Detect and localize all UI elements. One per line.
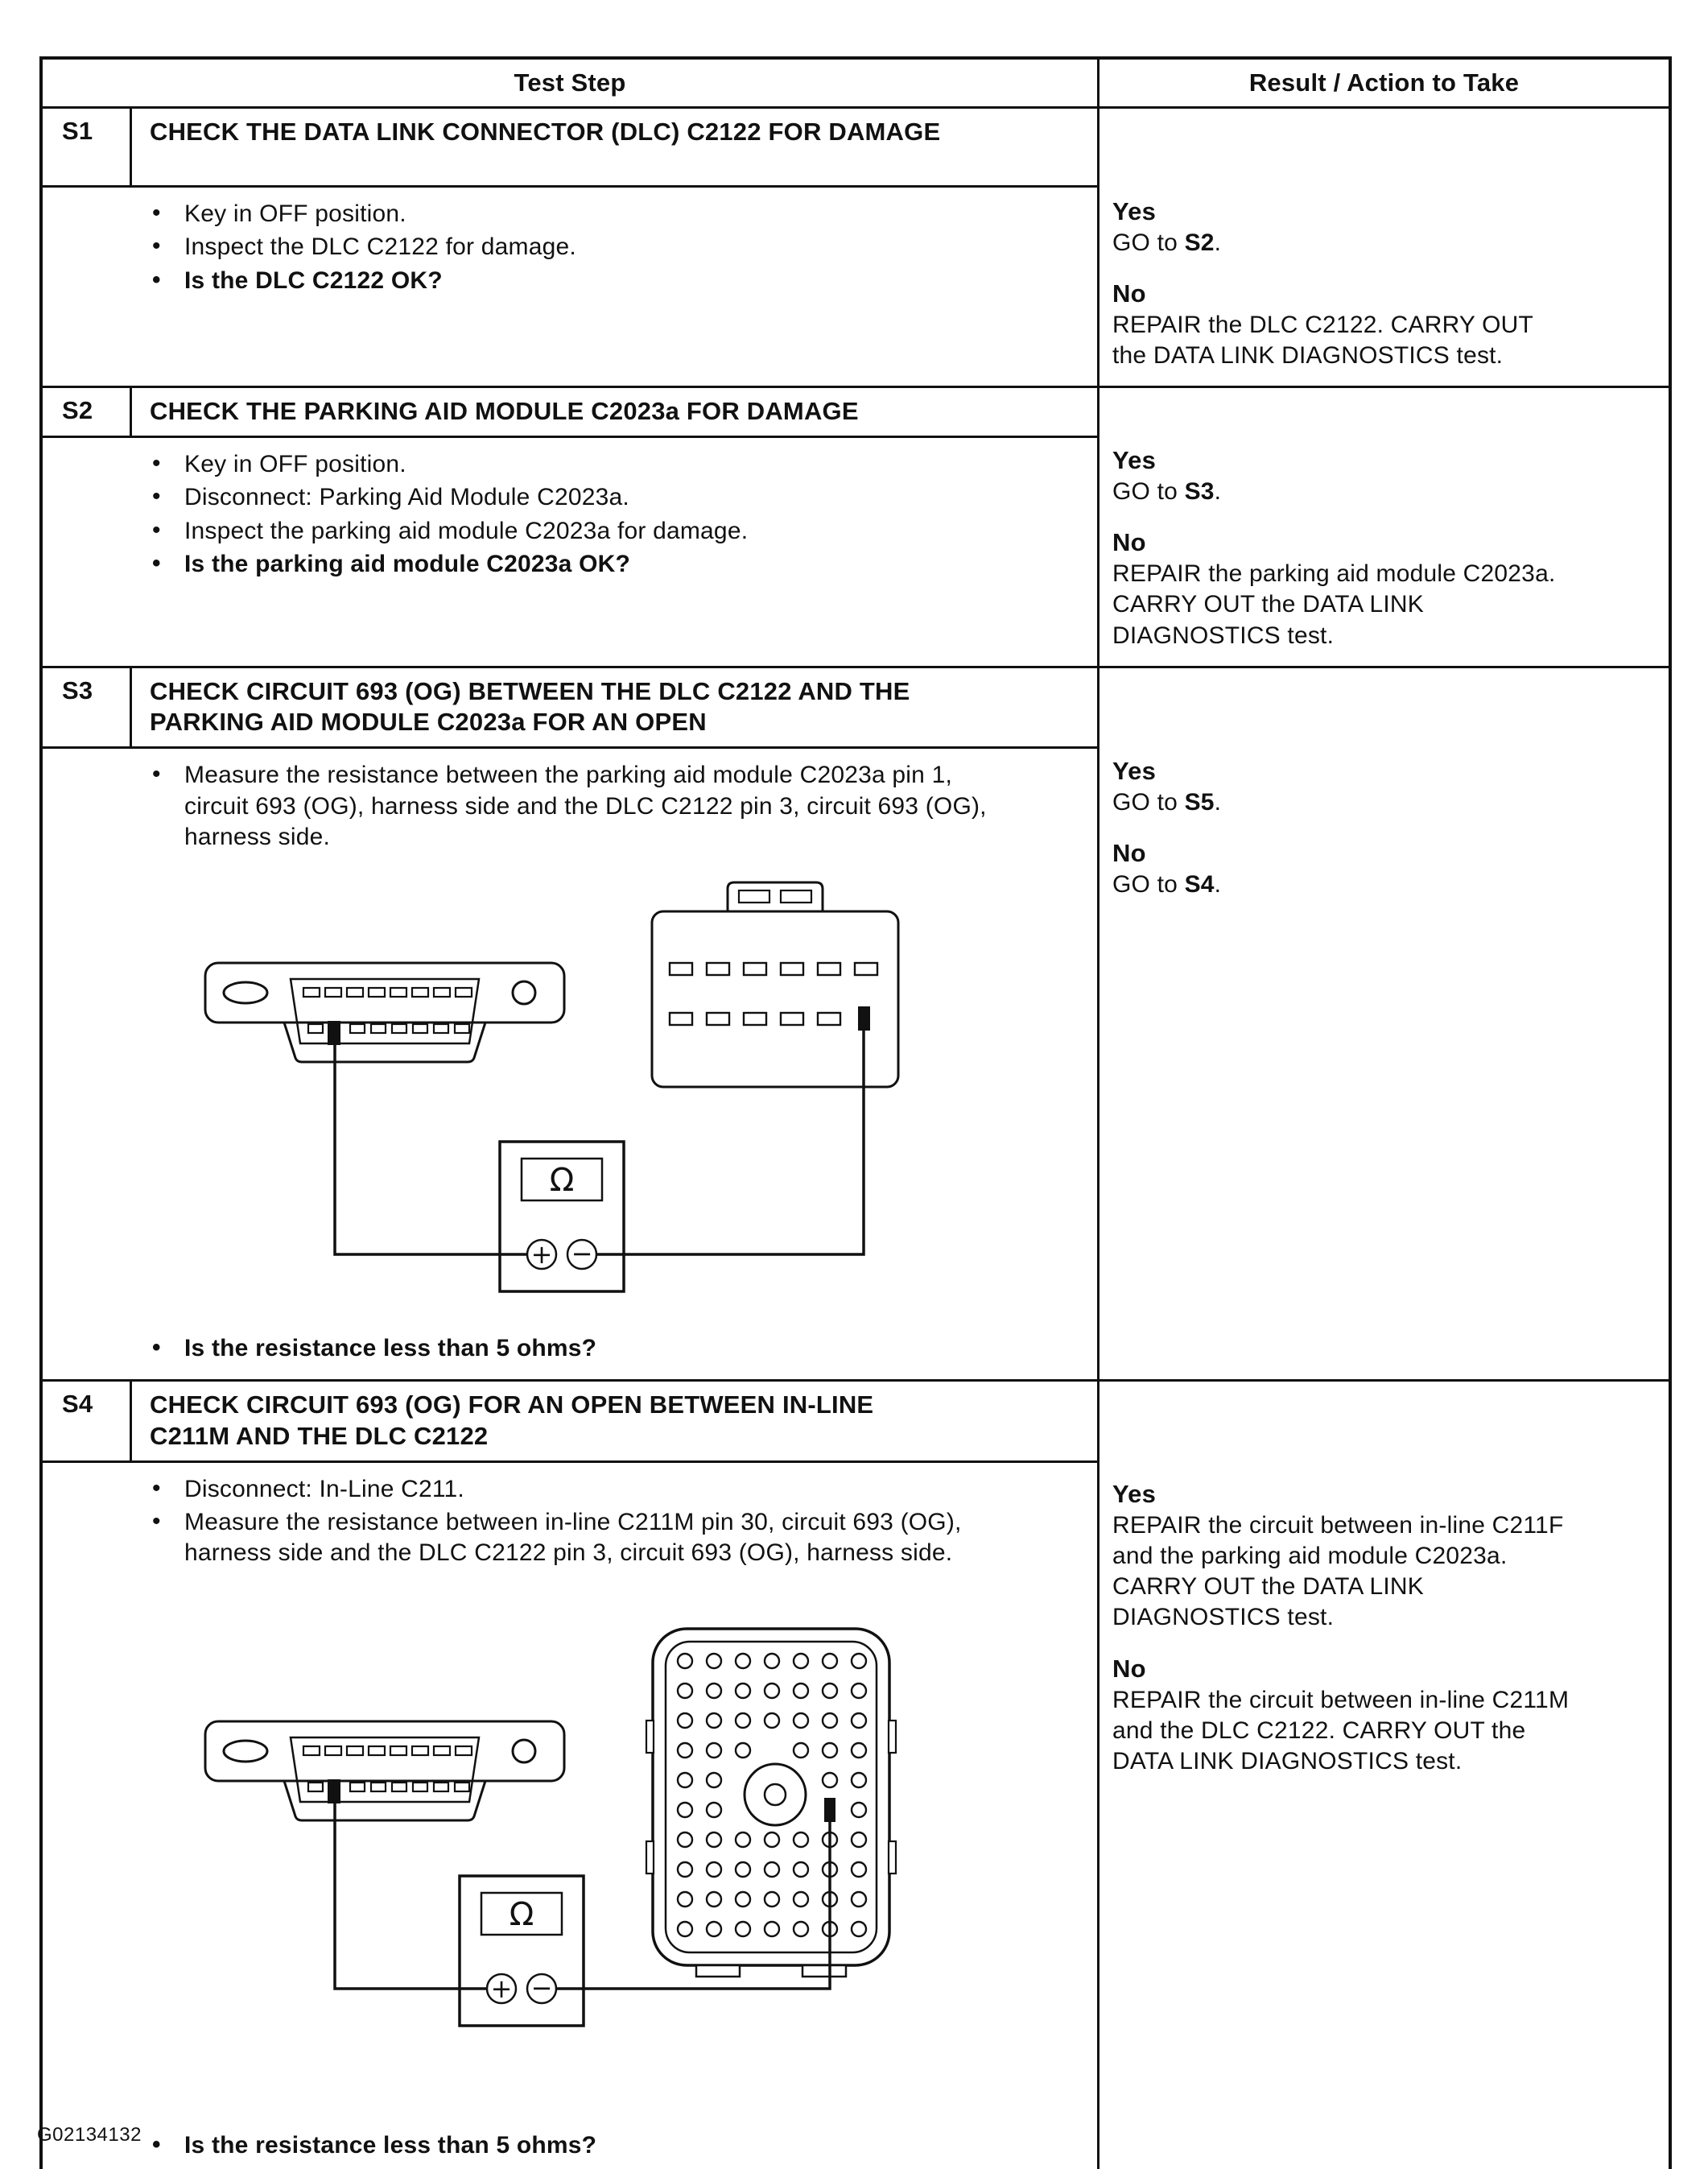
table-header-row [43, 60, 1669, 106]
instruction-text: Disconnect: Parking Aid Module C2023a. [184, 484, 629, 511]
result-action-line: and the parking aid module C2023a. [1112, 1543, 1508, 1570]
instruction-text: Disconnect: In-Line C211. [184, 1475, 464, 1502]
parking-aid-module-connector-diagram [652, 882, 898, 1087]
instruction-bullet [43, 482, 992, 513]
step-result-actions [1099, 1382, 1669, 2169]
instruction-bullet [43, 199, 992, 229]
instruction-text: Is the DLC C2122 OK? [184, 266, 443, 294]
step-title: CHECK CIRCUIT 693 (OG) FOR AN OPEN BETWEEN IN-LINE C211M AND THE DLC C2122 [150, 1390, 874, 1450]
step-title: CHECK THE PARKING AID MODULE C2023a FOR DAMAGE [150, 397, 859, 426]
question-text: Is the resistance less than 5 ohms? [184, 2132, 597, 2159]
pinpoint-test-table [39, 56, 1672, 2169]
result-branch [1112, 446, 1657, 507]
result-action-line: and the DLC C2122. CARRY OUT the [1112, 1717, 1526, 1744]
step-result-actions [1099, 109, 1669, 386]
column-header-result-action: Result / Action to Take [1248, 68, 1520, 97]
test-step-s3 [43, 666, 1669, 1380]
question-text: Is the resistance less than 5 ohms? [184, 1334, 597, 1361]
test-step-s4 [43, 1379, 1669, 2169]
ohmmeter-icon [460, 1876, 584, 2026]
figure-id: G02134132 [37, 2124, 142, 2146]
result-action-line: CARRY OUT the DATA LINK [1112, 1573, 1424, 1601]
instruction-text: Inspect the DLC C2122 for damage. [184, 233, 576, 261]
step-result-actions [1099, 668, 1669, 1380]
ohmmeter-icon [500, 1142, 624, 1291]
result-branch-label: No [1112, 1654, 1146, 1683]
step-title: CHECK CIRCUIT 693 (OG) BETWEEN THE DLC C2122 AND THE PARKING AID MODULE C2023a FOR AN OPEN [150, 676, 910, 737]
result-action-line: REPAIR the circuit between in-line C211M [1112, 1686, 1570, 1713]
step-instructions [43, 760, 1097, 853]
result-action-line: the DATA LINK DIAGNOSTICS test. [1112, 342, 1504, 370]
step-instructions [43, 199, 1097, 296]
result-branch-label: Yes [1112, 1480, 1157, 1509]
test-step-s2 [43, 386, 1669, 665]
dlc-c2122-connector-diagram [205, 1721, 564, 1820]
result-action-line: REPAIR the DLC C2122. CARRY OUT [1112, 312, 1534, 339]
instruction-text: Measure the resistance between in-line C211M pin 30, circuit 693 (OG), harness side and the DLC C2122 pin 3, circuit 693 (OG), harness side. [184, 1509, 962, 1567]
question-bullet [43, 2130, 992, 2161]
result-branch-label: No [1112, 279, 1146, 308]
instruction-text: Key in OFF position. [184, 200, 406, 227]
column-header-test-step: Test Step [43, 60, 1099, 106]
test-step-s1 [43, 106, 1669, 386]
instruction-text: Is the parking aid module C2023a OK? [184, 551, 631, 578]
question-bullet [43, 1333, 992, 1364]
result-action-line: DATA LINK DIAGNOSTICS test. [1112, 1747, 1463, 1774]
result-action-line: GO to S5. [1112, 788, 1222, 816]
result-branch [1112, 1480, 1657, 1633]
step-result-actions [1099, 388, 1669, 665]
result-branch [1112, 528, 1657, 651]
instruction-text: Inspect the parking aid module C2023a for damage. [184, 517, 749, 544]
instruction-bullet [43, 1507, 992, 1569]
result-branch-label: Yes [1112, 756, 1157, 785]
result-action-line: REPAIR the circuit between in-line C211F [1112, 1512, 1564, 1539]
result-action-line: CARRY OUT the DATA LINK [1112, 591, 1424, 618]
instruction-bullet [43, 549, 992, 580]
result-branch [1112, 1655, 1657, 1777]
result-action-line: DIAGNOSTICS test. [1112, 622, 1335, 649]
instruction-text: Measure the resistance between the parking aid module C2023a pin 1, circuit 693 (OG), harness side and the DLC C2122 pin 3, circuit 693 (OG), harness side. [184, 762, 987, 850]
result-branch [1112, 197, 1657, 258]
s4-circuit-diagram [188, 1616, 928, 2051]
instruction-bullet [43, 232, 992, 262]
result-action-line: GO to S4. [1112, 870, 1222, 898]
s3-circuit-diagram [188, 870, 928, 1296]
instruction-bullet [43, 760, 992, 853]
step-id: S3 [43, 668, 132, 747]
dlc-c2122-connector-diagram [205, 963, 564, 1062]
result-branch [1112, 839, 1657, 900]
instruction-bullet [43, 516, 992, 547]
step-instructions [43, 449, 1097, 580]
step-id: S1 [43, 109, 132, 185]
result-branch-label: No [1112, 838, 1146, 867]
step-id: S4 [43, 1382, 132, 1460]
step-id: S2 [43, 388, 132, 436]
step-title: CHECK THE DATA LINK CONNECTOR (DLC) C2122 FOR DAMAGE [150, 118, 941, 146]
result-action-line: DIAGNOSTICS test. [1112, 1604, 1335, 1631]
result-branch-label: No [1112, 528, 1146, 557]
instruction-bullet [43, 449, 992, 480]
result-action-line: GO to S3. [1112, 478, 1222, 506]
result-branch [1112, 757, 1657, 818]
result-action-line: REPAIR the parking aid module C2023a. [1112, 560, 1556, 588]
instruction-bullet [43, 266, 992, 296]
instruction-bullet [43, 1474, 992, 1505]
result-branch [1112, 279, 1657, 371]
result-action-line: GO to S2. [1112, 229, 1222, 256]
inline-c211m-connector-diagram [646, 1629, 896, 1977]
step-instructions [43, 1474, 1097, 1569]
result-branch-label: Yes [1112, 446, 1157, 475]
result-branch-label: Yes [1112, 197, 1157, 225]
instruction-text: Key in OFF position. [184, 451, 406, 478]
